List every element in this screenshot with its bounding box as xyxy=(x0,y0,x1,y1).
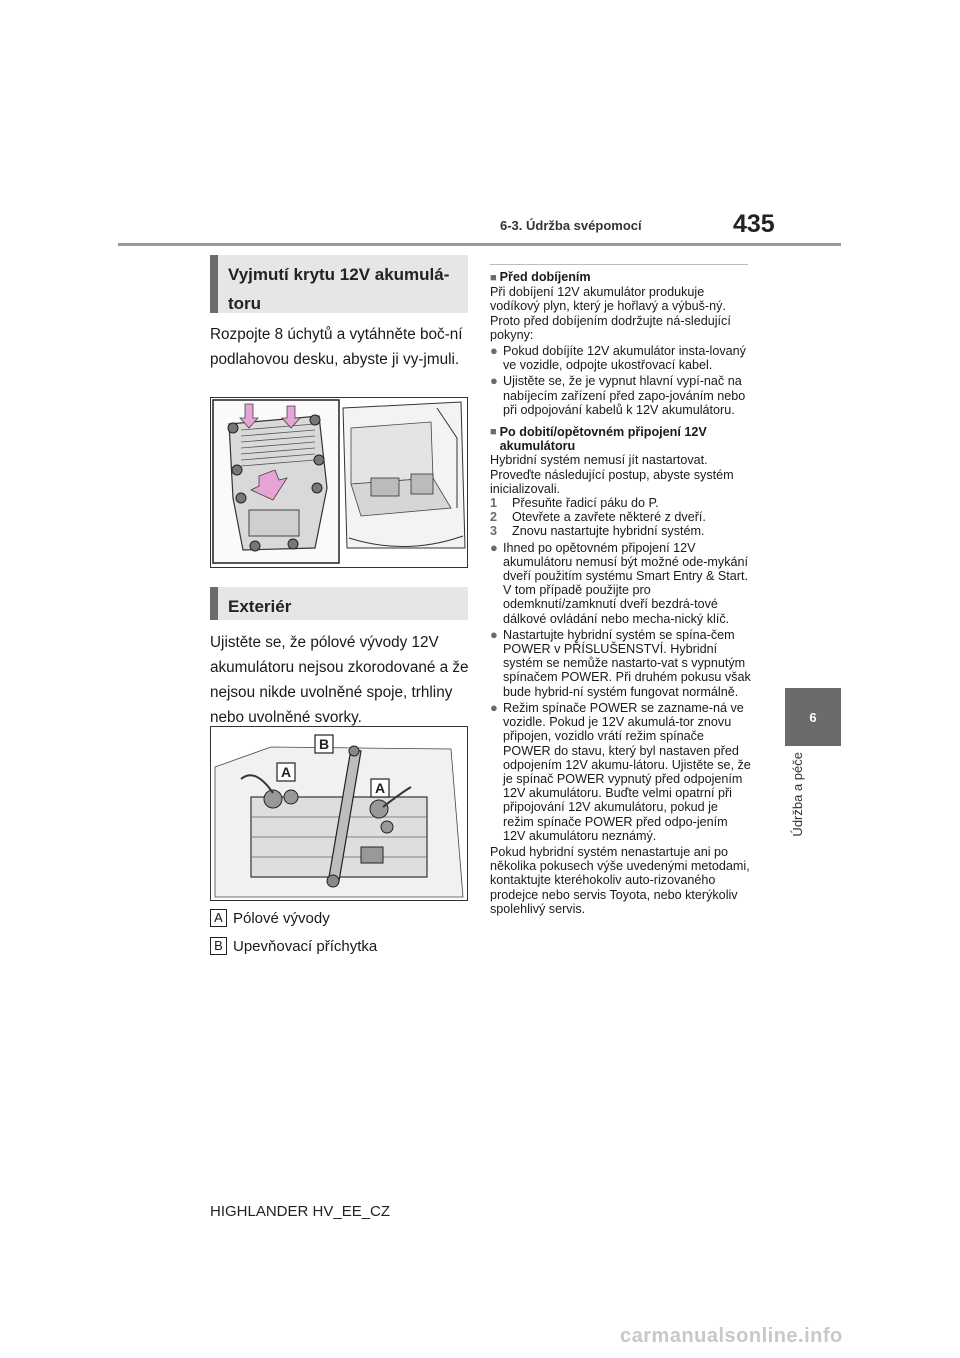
bullet-text: Režim spínače POWER se zazname-ná ve vozidle. Pokud je 12V akumulá-tor znovu připojen, vozidlo vrátí režim spínače POWER do stavu, který byl nastaven před odpojením 12V akumu-látoru. Ujistěte se, že je spínač POWER vypnutý před odpojením 12V akumulátoru. Buďte velmi opatrní při připojování 12V akumulátoru, pokud je režim spínače POWER před odpo-jením 12V akumulátoru neznámý. xyxy=(503,700,751,843)
legend-text-a: Pólové vývody xyxy=(233,909,330,927)
step-item xyxy=(490,524,752,538)
floor-board-illustration xyxy=(211,398,467,567)
step-number: 3 xyxy=(490,524,498,539)
bullet-text: Pokud dobíjíte 12V akumulátor insta-lovaný ve vozidle, odpojte ukostřovací kabel. xyxy=(503,344,746,373)
legend-key-b: B xyxy=(210,937,227,955)
round-bullet-icon: ● xyxy=(490,699,498,715)
round-bullet-icon: ● xyxy=(490,343,498,359)
step-text: Otevřete a zavřete některé z dveří. xyxy=(512,510,706,525)
header-rule xyxy=(118,243,841,246)
list-item xyxy=(490,701,752,843)
list-item xyxy=(490,344,752,372)
step-item xyxy=(490,510,752,524)
chapter-number: 6 xyxy=(809,709,817,725)
heading-exterior: Exteriér xyxy=(210,587,468,620)
battery-terminals-illustration xyxy=(211,727,467,900)
step-item xyxy=(490,496,752,510)
list-item xyxy=(490,374,752,417)
paragraph-exterior: Ujistěte se, že pólové vývody 12V akumulátoru nejsou zkorodované a že nejsou nikde uvolněné spoje, trhliny nebo uvolněné svorky. xyxy=(210,634,469,726)
footer-model: HIGHLANDER HV_EE_CZ xyxy=(210,1203,391,1220)
right-column xyxy=(490,270,752,916)
watermark: carmanualsonline.info xyxy=(620,1325,843,1347)
round-bullet-icon: ● xyxy=(490,626,498,642)
bullet-text: Ihned po opětovném připojení 12V akumulátoru nemusí být možné ode-mykání dveří použitím systému Smart Entry & Start. V tom případě použijte pro odemknutí/zamknutí dveří bezdrá-tové dálkové ovládání nebo mecha-nický klíč. xyxy=(503,540,748,626)
page-number: 435 xyxy=(733,210,775,238)
legend-text-b: Upevňovací příchytka xyxy=(233,937,378,955)
square-bullet-icon: ■ xyxy=(490,272,497,284)
subheading-after-charging-text: Po dobití/opětovném připojení 12V akumulátoru xyxy=(499,425,707,454)
before-charging-intro: Při dobíjení 12V akumulátor produkuje vodíkový plyn, který je hořlavý a výbuš-ný. Proto před dobíjením dodržujte ná-sledující pokyny: xyxy=(490,285,731,342)
subheading-after-charging xyxy=(490,425,752,453)
legend-key-a: A xyxy=(210,909,227,927)
round-bullet-icon: ● xyxy=(490,539,498,555)
list-item xyxy=(490,541,752,626)
chapter-title xyxy=(776,752,816,872)
chapter-title-text: Údržba a péče xyxy=(790,752,805,837)
closing-paragraph: Pokud hybridní systém nenastartuje ani po několika pokusech výše uvedenými metodami, kontaktujte kteréhokoliv auto-rizovaného prodejce nebo servis Toyota, nebo kterýkoliv spolehlivý servis. xyxy=(490,844,750,916)
step-number: 1 xyxy=(490,496,498,511)
step-text: Přesuňte řadicí páku do P. xyxy=(512,496,659,511)
subheading-before-charging xyxy=(490,270,752,285)
figure-floor-board xyxy=(210,397,468,568)
round-bullet-icon: ● xyxy=(490,373,498,389)
step-number: 2 xyxy=(490,510,498,525)
bullet-text: Ujistěte se, že je vypnut hlavní vypí-nač na nabíjecím zařízení před zapo-jováním nebo při odpojování kabelů k 12V akumulátoru. xyxy=(503,374,746,417)
list-item xyxy=(490,628,752,699)
callout-b: B xyxy=(318,736,330,752)
subheading-before-charging-text: Před dobíjením xyxy=(499,270,591,284)
right-column-rule xyxy=(490,264,748,265)
square-bullet-icon: ■ xyxy=(490,426,497,439)
after-charging-intro: Hybridní systém nemusí jít nastartovat. Proveďte následující postup, abyste systém inicializovali. xyxy=(490,453,734,496)
heading-battery-cover: Vyjmutí krytu 12V akumulá-toru xyxy=(210,255,468,313)
section-label: 6-3. Údržba svépomocí xyxy=(500,218,642,233)
bullet-text: Nastartujte hybridní systém se spína-čem POWER v PŘÍSLUŠENSTVÍ. Hybridní systém se nemůže nastarto-vat s vypnutým spínačem POWER. Při druhém pokusu však bude hybrid-ní systém fungovat normálně. xyxy=(503,627,751,699)
paragraph-remove-cover: Rozpojte 8 úchytů a vytáhněte boč-ní podlahovou desku, abyste ji vy-jmuli. xyxy=(210,326,463,368)
chapter-tab[interactable] xyxy=(785,688,841,746)
callout-a-right: A xyxy=(374,780,386,796)
legend-item-a xyxy=(210,908,330,928)
figure-battery-terminals xyxy=(210,726,468,901)
step-text: Znovu nastartujte hybridní systém. xyxy=(512,524,705,539)
legend-item-b xyxy=(210,936,377,956)
callout-a-left: A xyxy=(280,764,292,780)
